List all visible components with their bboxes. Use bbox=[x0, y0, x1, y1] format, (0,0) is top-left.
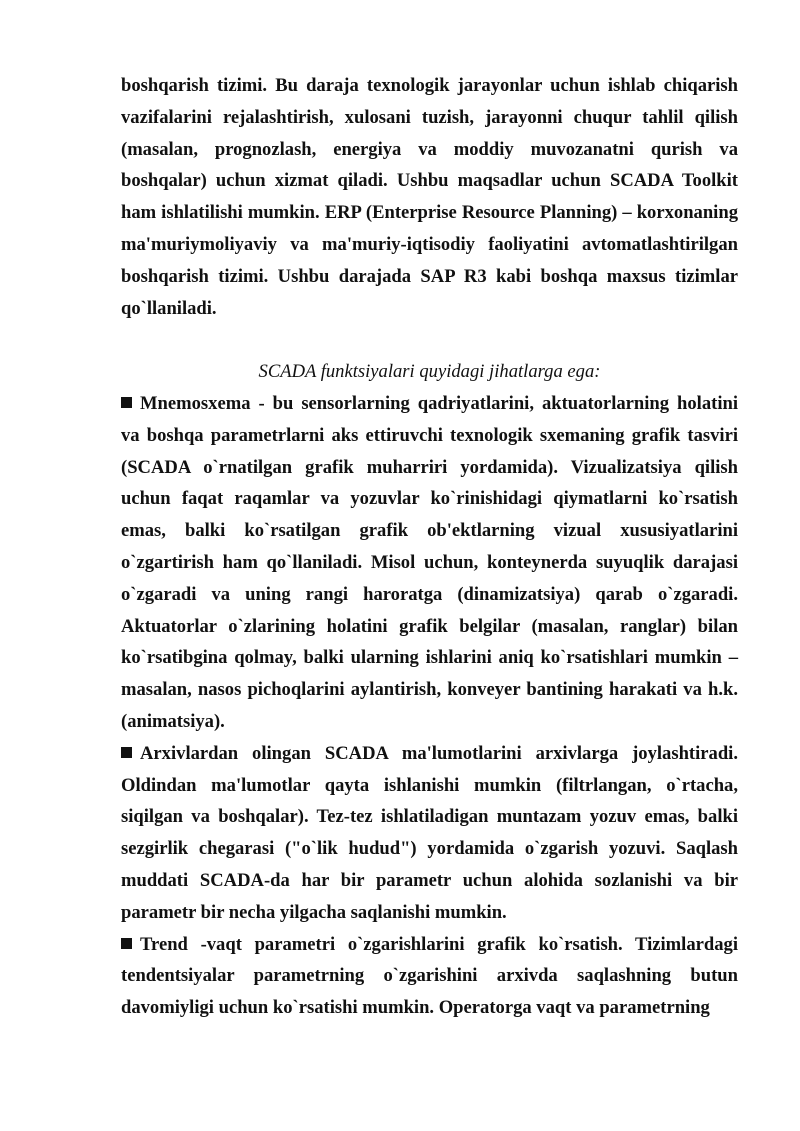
bullet-text: Arxivlardan olingan SCADA ma'lumotlarini arxivlarga joylashtiradi. Oldindan ma'lumotlar qayta ishlanishi mumkin (filtrlangan, o`rtacha, siqilgan va boshqalar). Tez-tez ishlatiladigan muntazam yozuv emas, balki sezgirlik chegarasi ("o`lik hudud") yordamida o`zgarish yozuvi. Saqlash muddati SCADA-da har bir parametr uchun alohida sozlanishi va bir parametr bir necha yilgacha saqlanishi mumkin. bbox=[121, 742, 738, 923]
intro-paragraph: boshqarish tizimi. Bu daraja texnologik jarayonlar uchun ishlab chiqarish vazifalarini rejalashtirish, xulosani tuzish, jarayonni chuqur tahlil qilish (masalan, prognozlash, energiya va moddiy muvozanatni qurish va boshqalar) uchun xizmat qiladi. Ushbu maqsadlar uchun SCADA Toolkit ham ishlatilishi mumkin. ERP (Enterprise Resource Planning) – korxonaning ma'muriymoliyaviy va ma'muriy-iqtisodiy faoliyatini avtomatlashtirilgan boshqarish tizimi. Ushbu darajada SAP R3 kabi boshqa maxsus tizimlar qo`llaniladi. bbox=[121, 75, 738, 319]
section-title: SCADA funktsiyalari quyidagi jihatlarga ega: bbox=[258, 361, 601, 383]
bullet-text: Mnemosxema - bu sensorlarning qadriyatlarini, aktuatorlarning holatini va boshqa parametrlarni aks ettiruvchi texnologik sxemaning grafik tasviri (SCADA o`rnatilgan grafik muharriri yordamida). Vizualizatsiya qilish uchun faqat raqamlar va yozuvlar ko`rinishidagi qiymatlarni ko`rsatish emas, balki ko`rsatilgan grafik ob'ektlarning vizual xususiyatlarini o`zgartirish ham qo`llaniladi. Misol uchun, konteynerda suyuqlik darajasi o`zgaradi va uning rangi haroratga (dinamizatsiya) qarab o`zgaradi. Aktuatorlar o`zlarining holatini grafik belgilar (masalan, ranglar) bilan ko`rsatibgina qolmay, balki ularning ishlarini aniq ko`rsatishlari mumkin – masalan, nasos pichoqlarini aylantirish, konveyer bantining harakati va h.k. (animatsiya). bbox=[121, 392, 738, 732]
bullet-item-archive bbox=[121, 738, 738, 929]
black-square-bullet-icon bbox=[121, 397, 132, 408]
bullet-item-mnemoscheme bbox=[121, 388, 738, 738]
document-page bbox=[121, 70, 738, 1024]
black-square-bullet-icon bbox=[121, 938, 132, 949]
bullet-item-trend bbox=[121, 929, 738, 1024]
bullet-text: Trend -vaqt parametri o`zgarishlarini grafik ko`rsatish. Tizimlardagi tendentsiyalar parametrning o`zgarishini arxivda saqlashning butun davomiyligi uchun ko`rsatishi mumkin. Operatorga vaqt va parametrning bbox=[121, 933, 738, 1019]
black-square-bullet-icon bbox=[121, 747, 132, 758]
